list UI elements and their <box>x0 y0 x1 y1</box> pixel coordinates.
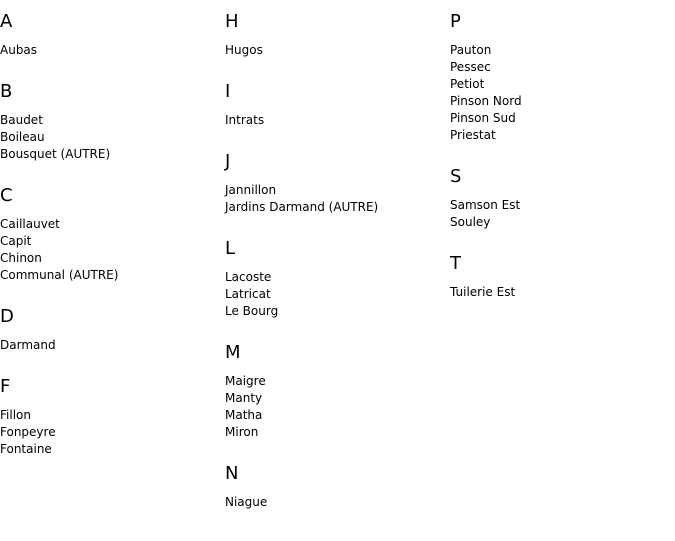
entry-boileau[interactable]: Boileau <box>0 130 45 144</box>
entry-fontaine[interactable]: Fontaine <box>0 442 52 456</box>
letter-heading: S <box>450 166 462 187</box>
entry-pinson-nord[interactable]: Pinson Nord <box>450 94 522 108</box>
entry-list <box>0 337 220 354</box>
entry-chinon[interactable]: Chinon <box>0 251 42 265</box>
entry-list <box>0 42 220 59</box>
entry-list <box>225 373 445 441</box>
entry-tuilerie-est[interactable]: Tuilerie Est <box>450 285 516 299</box>
letter-heading: P <box>450 11 461 32</box>
entry-capit[interactable]: Capit <box>0 234 32 248</box>
letter-group-n <box>225 463 445 511</box>
letter-heading: A <box>0 11 13 32</box>
letter-heading: B <box>0 81 13 102</box>
letter-group-h <box>225 11 445 59</box>
entry-souley[interactable]: Souley <box>450 215 491 229</box>
entry-fillon[interactable]: Fillon <box>0 408 31 422</box>
entry-lacoste[interactable]: Lacoste <box>225 270 272 284</box>
entry-manty[interactable]: Manty <box>225 391 263 405</box>
index-column-2 <box>225 11 445 533</box>
entry-list <box>450 42 670 144</box>
letter-heading: D <box>0 306 14 327</box>
letter-heading: T <box>450 253 461 274</box>
entry-fonpeyre[interactable]: Fonpeyre <box>0 425 56 439</box>
entry-pessec[interactable]: Pessec <box>450 60 491 74</box>
entry-le-bourg[interactable]: Le Bourg <box>225 304 279 318</box>
letter-group-d <box>0 306 220 354</box>
entry-jardins-darmand-autre[interactable]: Jardins Darmand (AUTRE) <box>225 200 379 214</box>
entry-list <box>0 112 220 163</box>
entry-samson-est[interactable]: Samson Est <box>450 198 521 212</box>
letter-heading: J <box>225 151 231 172</box>
entry-intrats[interactable]: Intrats <box>225 113 265 127</box>
entry-matha[interactable]: Matha <box>225 408 263 422</box>
entry-list <box>225 269 445 320</box>
entry-list <box>450 284 670 301</box>
entry-jannillon[interactable]: Jannillon <box>225 183 277 197</box>
entry-bousquet-autre[interactable]: Bousquet (AUTRE) <box>0 147 111 161</box>
entry-communal-autre[interactable]: Communal (AUTRE) <box>0 268 119 282</box>
letter-group-f <box>0 376 220 458</box>
letter-heading: C <box>0 185 13 206</box>
entry-aubas[interactable]: Aubas <box>0 43 38 57</box>
entry-list <box>0 407 220 458</box>
entry-niague[interactable]: Niague <box>225 495 268 509</box>
index-column-1 <box>0 11 220 480</box>
entry-maigre[interactable]: Maigre <box>225 374 266 388</box>
entry-caillauvet[interactable]: Caillauvet <box>0 217 60 231</box>
entry-miron[interactable]: Miron <box>225 425 259 439</box>
entry-darmand[interactable]: Darmand <box>0 338 56 352</box>
letter-heading: M <box>225 342 241 363</box>
entry-hugos[interactable]: Hugos <box>225 43 263 57</box>
letter-group-b <box>0 81 220 163</box>
entry-list <box>225 112 445 129</box>
letter-group-l <box>225 238 445 320</box>
entry-pauton[interactable]: Pauton <box>450 43 492 57</box>
letter-heading: N <box>225 463 239 484</box>
letter-group-a <box>0 11 220 59</box>
entry-list <box>225 494 445 511</box>
letter-group-t <box>450 253 670 301</box>
letter-group-p <box>450 11 670 144</box>
entry-list <box>225 182 445 216</box>
entry-list <box>450 197 670 231</box>
letter-heading: H <box>225 11 239 32</box>
entry-list <box>0 216 220 284</box>
letter-group-c <box>0 185 220 284</box>
letter-heading: I <box>225 81 231 102</box>
letter-group-i <box>225 81 445 129</box>
letter-group-s <box>450 166 670 231</box>
entry-list <box>225 42 445 59</box>
entry-priestat[interactable]: Priestat <box>450 128 496 142</box>
entry-pinson-sud[interactable]: Pinson Sud <box>450 111 516 125</box>
entry-petiot[interactable]: Petiot <box>450 77 485 91</box>
entry-latricat[interactable]: Latricat <box>225 287 271 301</box>
letter-group-j <box>225 151 445 216</box>
index-column-3 <box>450 11 670 323</box>
letter-group-m <box>225 342 445 441</box>
entry-baudet[interactable]: Baudet <box>0 113 43 127</box>
letter-heading: F <box>0 376 11 397</box>
letter-heading: L <box>225 238 236 259</box>
